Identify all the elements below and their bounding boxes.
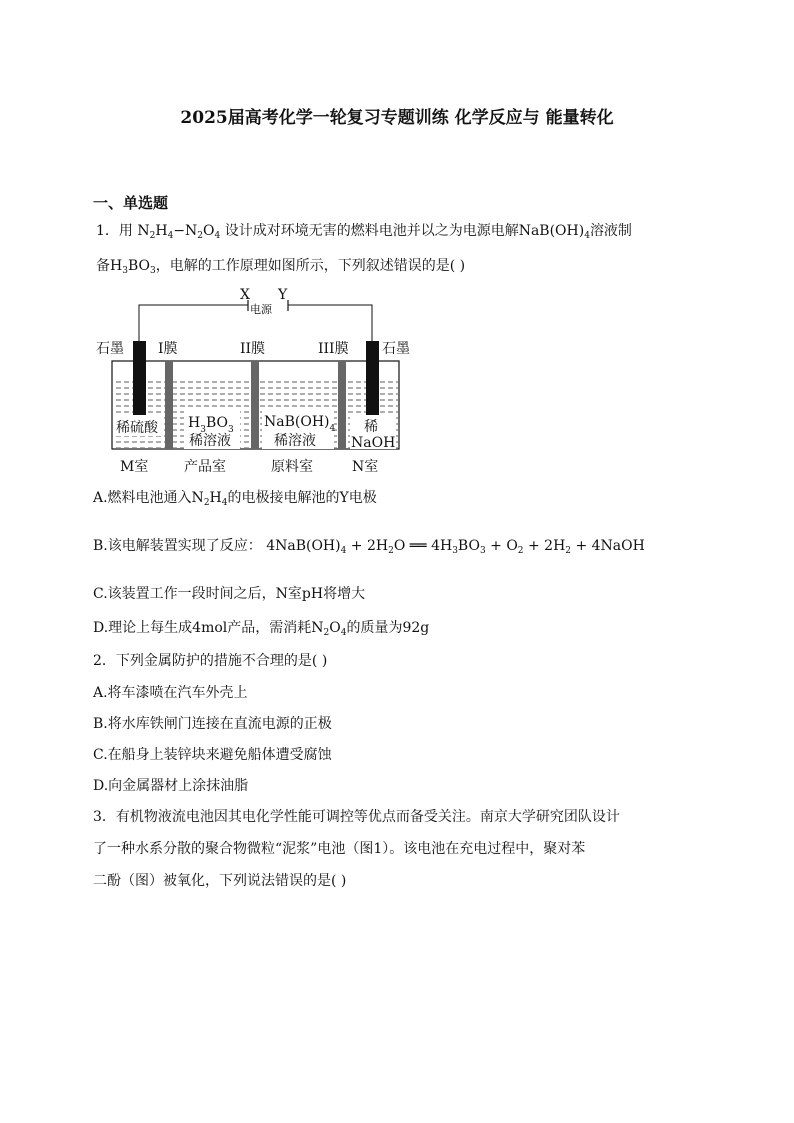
q2-option-d: D.向金属器材上涂抹油脂: [93, 778, 249, 794]
label-raw-solution-1: $NaB(OH)_4$: [264, 414, 336, 434]
q2-stem: 2．下列金属防护的措施不合理的是( ): [93, 653, 328, 669]
section-heading: 一、单选题: [93, 194, 169, 212]
page-title: 2025届高考化学一轮复习专题训练 化学反应与 能量转化: [180, 108, 614, 128]
q1-stem-line1: 1．用 $N_2H_4-N_2O_4$ 设计成对环境无害的燃料电池并以之为电源电解$NaB(OH)_4$溶液制: [96, 223, 632, 241]
label-right-solution-1: 稀: [364, 419, 378, 435]
label-product-solution-1: $H_3BO_3$: [188, 415, 234, 435]
label-left-solution: 稀硫酸: [116, 420, 158, 436]
label-room-n: N室: [352, 459, 379, 475]
label-x: X: [240, 287, 250, 303]
label-product-solution-2: 稀溶液: [189, 433, 231, 449]
label-y: Y: [278, 287, 288, 303]
label-raw-solution-2: 稀溶液: [274, 433, 316, 449]
q1-option-b-equation: $4NaB(OH)_4 + 2H_2O$ ══ $4H_3BO_3 + O_2 + 2H_2$ + 4NaOH: [266, 538, 645, 556]
q1-option-c: C.该装置工作一段时间之后，N室pH将增大: [93, 586, 366, 602]
membrane-3: [338, 361, 346, 449]
label-graphite-right: 石墨: [382, 341, 410, 357]
formula-h3bo3: $H_3BO_3$: [110, 258, 156, 276]
q1-stem-line2: 备$H_3BO_3$，电解的工作原理如图所示，下列叙述错误的是( ): [96, 258, 466, 276]
q3-stem-line1: 3．有机物液流电池因其电化学性能可调控等优点而备受关注。南京大学研究团队设计: [93, 809, 620, 825]
label-membrane-3: III膜: [318, 341, 349, 357]
electrolysis-diagram: [92, 283, 412, 479]
q1-number: 1．: [96, 223, 119, 239]
label-room-raw: 原料室: [271, 459, 313, 475]
q2-option-a: A.将车漆喷在汽车外壳上: [93, 685, 248, 701]
q1-option-d: D.理论上每生成4mol产品，需消耗$N_2O_4$的质量为92g: [93, 620, 430, 638]
q2-option-b: B.将水库铁闸门连接在直流电源的正极: [93, 716, 332, 732]
q1-option-b: B.该电解装置实现了反应： $4NaB(OH)_4 + 2H_2O$ ══ $4H_3BO_3 + O_2 + 2H_2$ + 4NaOH: [93, 538, 645, 556]
q3-stem-line2: 了一种水系分散的聚合物微粒“泥浆”电池（图1）。该电池在充电过程中，聚对苯: [93, 841, 586, 857]
label-room-m: M室: [120, 459, 149, 475]
q1-option-a: A.燃料电池通入$N_2H_4$的电极接电解池的Y电极: [93, 490, 377, 508]
q2-option-c: C.在船身上装锌块来避免船体遭受腐蚀: [93, 747, 332, 763]
label-right-solution-2: NaOH: [351, 435, 396, 451]
label-power: 电源: [250, 303, 272, 316]
label-membrane-2: II膜: [240, 341, 266, 357]
label-membrane-1: I膜: [158, 341, 178, 357]
membrane-2: [251, 361, 259, 449]
label-room-product: 产品室: [184, 459, 226, 475]
formula-n2h4: $N_2H_4$: [137, 223, 174, 241]
label-graphite-left: 石墨: [96, 341, 124, 357]
graphite-electrode-left: [133, 341, 146, 415]
q3-stem-line3: 二酚（图）被氧化，下列说法错误的是( ): [93, 873, 347, 889]
membrane-1: [165, 361, 173, 449]
graphite-electrode-right: [366, 341, 379, 415]
formula-n2o4: $N_2O_4$: [185, 223, 221, 241]
formula-nab: $NaB(OH)_4$: [518, 223, 590, 241]
